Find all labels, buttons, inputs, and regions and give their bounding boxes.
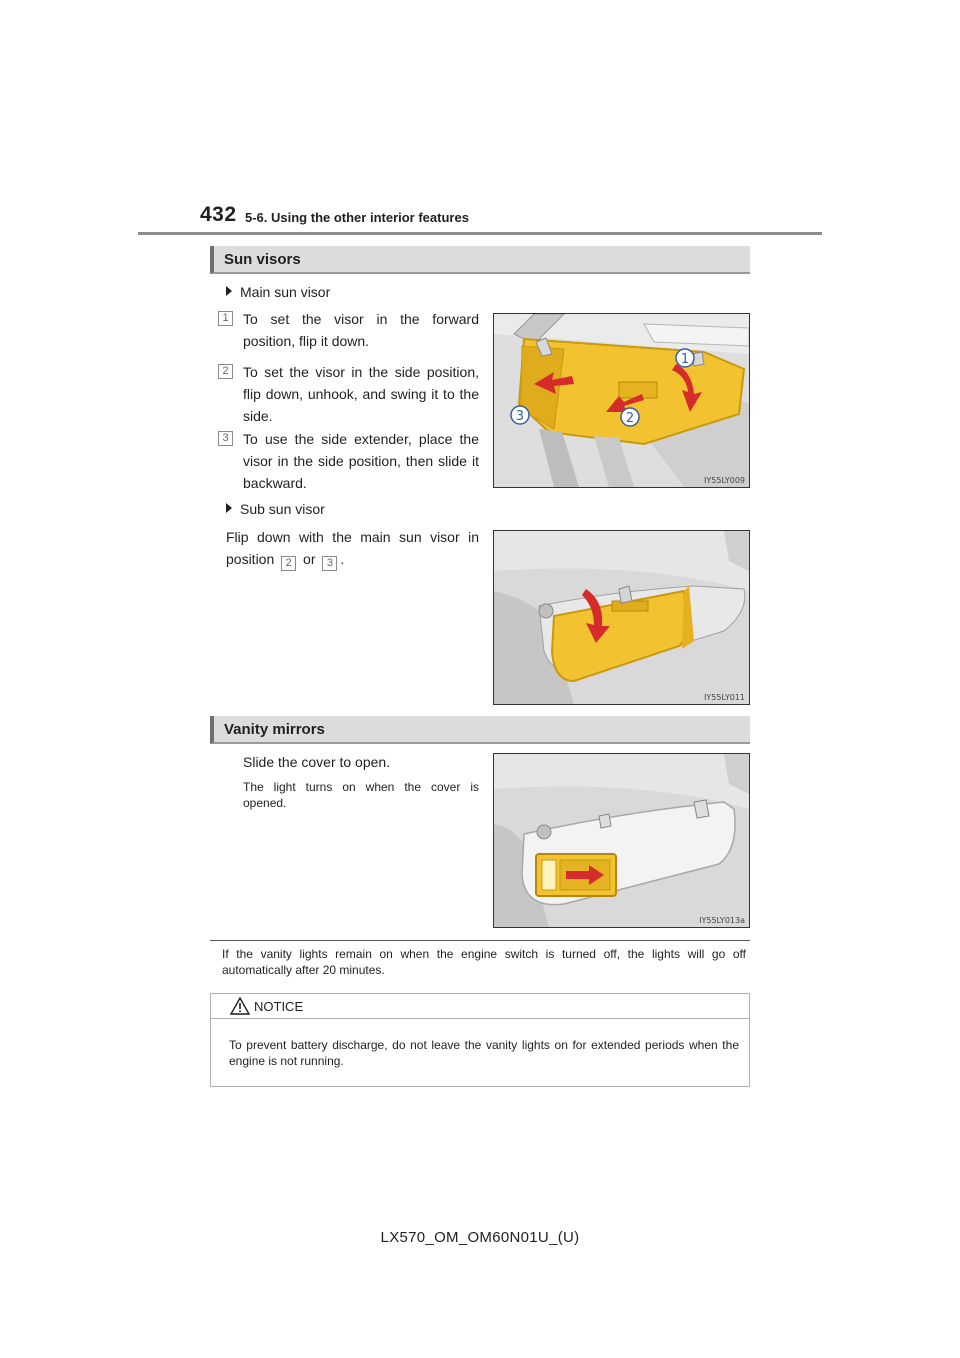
document-code-footer: LX570_OM_OM60N01U_(U) <box>380 1229 580 1246</box>
fig1-callout-3: 3 <box>515 409 525 424</box>
ref-number-3: 3 <box>322 556 337 571</box>
vanity-detail: The light turns on when the cover is opened. <box>243 780 479 810</box>
step-number-1: 1 <box>218 311 233 326</box>
section-breadcrumb: 5-6. Using the other interior features <box>245 210 469 225</box>
vanity-light-note: If the vanity lights remain on when the engine switch is turned off, the lights will go off automatically after 20 minutes. <box>222 947 746 977</box>
step-3-text: To use the side extender, place the visor in the side position, then slide it backward. <box>243 431 479 491</box>
sun-visors-title: Sun visors <box>224 251 301 268</box>
bullet-triangle-icon <box>226 503 232 513</box>
vanity-instruction: Slide the cover to open. <box>243 754 391 770</box>
main-sun-visor-label: Main sun visor <box>226 284 330 300</box>
notice-title: NOTICE <box>254 999 304 1014</box>
step-2-text: To set the visor in the side position, flip down, unhook, and swing it to the side. <box>243 364 479 424</box>
fig3-code: IY55LY013a <box>699 916 745 925</box>
sub-visor-text: Flip down with the main sun visor in position 2 or 3 . <box>226 529 479 569</box>
main-visor-illustration <box>493 313 750 488</box>
vanity-mirrors-title: Vanity mirrors <box>224 721 325 738</box>
step-number-2: 2 <box>218 364 233 379</box>
sun-visors-heading-band <box>210 246 750 274</box>
fig1-callout-1: 1 <box>680 352 690 367</box>
vanity-mirror-illustration <box>493 753 750 928</box>
ref-number-2: 2 <box>281 556 296 571</box>
step-1-text: To set the visor in the forward position, flip it down. <box>243 311 479 349</box>
notice-text: To prevent battery discharge, do not leave the vanity lights on for extended periods when the engine is not running. <box>229 1038 739 1068</box>
vanity-mirrors-heading-band <box>210 716 750 744</box>
page-number: 432 <box>200 203 237 226</box>
sub-visor-illustration <box>493 530 750 705</box>
bullet-triangle-icon <box>226 286 232 296</box>
fig2-code: IY55LY011 <box>704 693 745 702</box>
notice-header <box>210 993 750 1019</box>
fig1-callout-2: 2 <box>625 411 635 426</box>
note-divider <box>210 940 750 941</box>
fig1-code: IY55LY009 <box>704 476 745 485</box>
warning-icon <box>230 997 250 1015</box>
sub-sun-visor-label: Sub sun visor <box>226 501 325 517</box>
header-rule <box>138 232 822 235</box>
step-number-3: 3 <box>218 431 233 446</box>
